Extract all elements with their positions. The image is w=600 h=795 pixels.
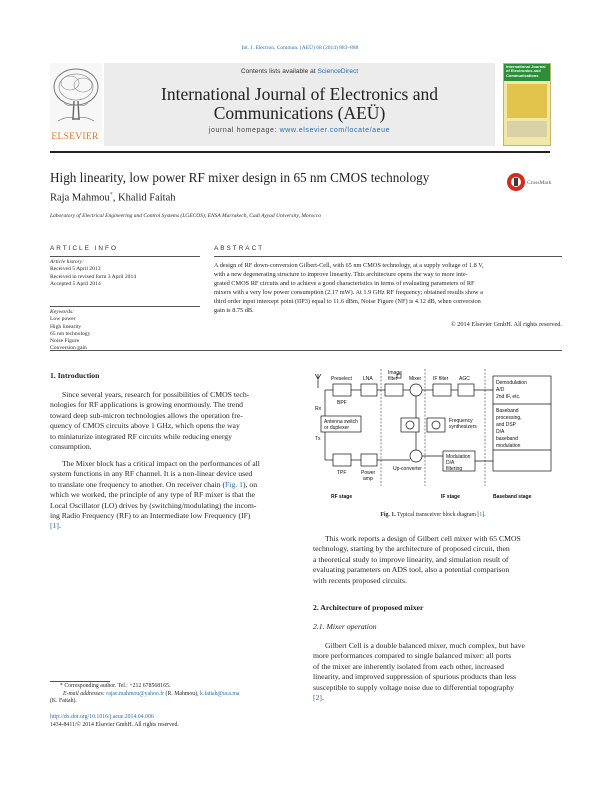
body-line: a theoretical study to improve linearity, and simulation result of: [313, 554, 509, 564]
body-line: with recents proposed circuits.: [313, 575, 407, 585]
svg-text:Preselect: Preselect: [331, 376, 352, 382]
oscillator-1-box: [401, 418, 419, 432]
svg-text:2nd IF, etc.: 2nd IF, etc.: [496, 394, 521, 400]
svg-text:amp: amp: [363, 476, 373, 482]
figure-1-caption: [313, 512, 553, 518]
corresponding-author-note: * Corresponding author. Tel.: +212 678568165.: [60, 683, 171, 689]
intro-line: system functions in any RF channel. It is a non-linear device used: [50, 469, 253, 479]
preselect-bpf-box: [333, 384, 351, 396]
revised-date: Received in revised form 3 April 2014: [50, 273, 137, 280]
body-line: more performances compared to single balanced mixer: all ports: [313, 651, 512, 661]
article-info-heading: ARTICLE INFO: [50, 245, 118, 252]
right-paragraph-1: [313, 534, 563, 586]
agc-box: [458, 384, 474, 396]
crossmark-label: CrossMark: [527, 180, 552, 186]
subsection-heading-mixer-operation: 2.1. Mixer operation: [313, 622, 377, 631]
email-label: E-mail addresses:: [63, 690, 107, 697]
elsevier-wordmark: ELSEVIER: [51, 132, 99, 142]
intro-paragraph-1-cont: [50, 400, 298, 452]
antenna-icon: [315, 374, 321, 388]
caption-text: Typical transceiver block diagram [: [395, 512, 480, 518]
cover-art: [507, 84, 547, 118]
image-filter-box: [385, 384, 403, 396]
if-filter-box: [433, 384, 451, 396]
abstract-heading: ABSTRACT: [214, 245, 265, 252]
svg-text:IF filter: IF filter: [433, 376, 449, 382]
header-rule: [50, 151, 550, 153]
email-line: [50, 691, 300, 699]
svg-text:D/A: D/A: [496, 429, 505, 435]
svg-text:processing,: processing,: [496, 415, 522, 421]
keyword: Low power: [50, 316, 76, 323]
abstract-line: with a new degenerating structure to improve linearity. This architecture opens the way to more inte-: [214, 270, 468, 278]
keywords-label: Keywords:: [50, 309, 75, 315]
intro-line: consumption.: [50, 442, 92, 452]
footnote-rule: [50, 681, 110, 682]
doi-block: [50, 714, 300, 729]
ref-1-link[interactable]: [1]: [50, 521, 59, 531]
email-owner: (R. Mahmou),: [164, 690, 200, 697]
svg-text:Rx: Rx: [315, 406, 322, 412]
doi-link[interactable]: http://dx.doi.org/10.1016/j.aeue.2014.04.006: [50, 714, 154, 720]
intro-line: Since several years, research for possibilities of CMOS tech-: [62, 390, 250, 399]
svg-text:TPF: TPF: [337, 470, 347, 476]
text-span: to translate one frequency to another. On receiver chain (: [50, 479, 226, 489]
keywords-rule: [50, 306, 200, 307]
tpf-box: [333, 454, 351, 466]
elsevier-tree-logo: [50, 63, 102, 133]
svg-text:Tx: Tx: [315, 436, 321, 442]
abstract-line: gain is 8.75 dB.: [214, 306, 254, 314]
svg-text:Up-converter: Up-converter: [393, 466, 422, 472]
svg-text:Power: Power: [361, 470, 376, 476]
svg-text:synthesizers: synthesizers: [449, 424, 477, 430]
body-line: technology, starting by the architecture of proposed circuit, then: [313, 544, 510, 554]
caption-label: Fig. 1.: [380, 512, 396, 518]
intro-line: [50, 521, 298, 531]
intro-line: quency of CMOS circuits above 1 GHz, which opens the way: [50, 421, 240, 431]
author-separator: ,: [112, 192, 119, 204]
text-span: .: [321, 693, 324, 703]
cover-footer: [507, 121, 547, 137]
cover-title: International Journal of Electronics and Communications: [504, 64, 550, 81]
footnotes: [50, 683, 300, 706]
author-name: Raja Mahmou: [50, 192, 110, 204]
abstract-line: third order input intercept point (IIP3) equal to 11.6 dBm, Noise Figure (NF) is 4.12 dB, when conversion: [214, 297, 481, 305]
body-line: susceptible to supply voltage noise due to differential topography: [313, 682, 514, 692]
lna-box: [361, 384, 377, 396]
issn-line: 1434-8411/© 2014 Elsevier GmbH. All rights reserved.: [50, 721, 179, 728]
abstract-line: grated CMOS RF circuits and to achieve a good characteristics in terms of evaluating parameters of RF: [214, 279, 475, 287]
history-label: Article history:: [50, 259, 85, 265]
journal-title: [104, 85, 495, 123]
body-line: linearity, and improved suppression of spurious products than less: [313, 672, 516, 682]
svg-text:Image: Image: [388, 370, 402, 376]
abstract-body: [214, 262, 562, 330]
keywords-list: [50, 309, 200, 353]
svg-text:Baseband: Baseband: [496, 408, 519, 414]
svg-text:Antenna switch: Antenna switch: [324, 419, 358, 425]
svg-text:BPF: BPF: [337, 400, 347, 406]
contents-line: [104, 68, 495, 75]
body-line: [313, 693, 563, 703]
figure-1-block-diagram: [313, 366, 553, 506]
crossmark-badge[interactable]: [506, 169, 552, 195]
article-info-rule: [50, 256, 200, 257]
abstract-rule: [214, 256, 562, 257]
svg-text:RF stage: RF stage: [331, 494, 353, 500]
svg-text:filter: filter: [388, 376, 398, 382]
journal-homepage: [104, 127, 495, 134]
received-date: Received 5 April 2013: [50, 266, 101, 273]
sciencedirect-link[interactable]: ScienceDirect: [317, 68, 359, 75]
abstract-copyright: © 2014 Elsevier GmbH. All rights reserved.: [450, 321, 562, 329]
svg-text:baseband: baseband: [496, 436, 518, 442]
paper-title: High linearity, low power RF mixer design in 65 nm CMOS technology: [50, 170, 430, 185]
contents-prefix: Contents lists available at: [240, 68, 318, 75]
text-span: .: [58, 521, 61, 531]
svg-text:Demodulation: Demodulation: [496, 380, 527, 386]
text-span: ), on: [242, 479, 258, 489]
svg-text:filtering: filtering: [446, 466, 463, 472]
intro-line: Local Oscillator (LO) drives by (switching/modulating) the incom-: [50, 500, 257, 510]
homepage-label: journal homepage:: [208, 127, 280, 134]
journal-title-line2: Communications (AEÜ): [213, 103, 386, 123]
keyword: 65 nm technology: [50, 330, 91, 337]
email-owner: (K. Faitah).: [50, 698, 77, 705]
fig1-link[interactable]: Fig. 1: [225, 479, 243, 489]
section-heading-introduction: 1. Introduction: [50, 371, 100, 380]
homepage-link[interactable]: www.elsevier.com/locate/aeue: [279, 127, 391, 134]
intro-line: The Mixer block has a critical impact on the performances of all: [62, 459, 260, 468]
journal-title-line1: International Journal of Electronics and: [161, 84, 438, 104]
svg-text:and DSP: and DSP: [496, 422, 517, 428]
abstract-line: mixers with a very low power consumption (2.17 mW). At 1.9 GHz RF frequency; obtained results show a: [214, 288, 483, 296]
upconverter-symbol: [410, 450, 422, 462]
email-link[interactable]: rajae.mahmou@yahoo.fr: [106, 690, 165, 697]
svg-text:D/A: D/A: [446, 460, 455, 466]
journal-cover-thumbnail[interactable]: [503, 63, 551, 146]
mixer-symbol: [410, 384, 422, 396]
author-name: Khalid Faitah: [118, 192, 176, 204]
intro-line: to miniaturize integrated RF circuits while reducing energy: [50, 431, 232, 441]
journal-reference[interactable]: Int. J. Electron. Commun. (AEÜ) 68 (2014) 883–888: [241, 45, 359, 51]
svg-text:or duplexer: or duplexer: [324, 425, 350, 431]
intro-paragraph-2: [50, 459, 298, 532]
intro-paragraph-1: [50, 390, 298, 400]
intro-line: toward deep sub-micron technologies allows the operation fre-: [50, 410, 243, 420]
svg-text:LNA: LNA: [363, 376, 373, 382]
power-amp-box: [361, 454, 377, 466]
ref-2-link[interactable]: [2]: [313, 693, 322, 703]
email-link[interactable]: k.faitah@uca.ma: [199, 690, 240, 697]
caption-end: ].: [482, 512, 486, 518]
body-line: Gilbert Cell is a double balanced mixer, much complex, but have: [325, 641, 525, 650]
abstract-line: A design of RF down-conversion Gilbert-Cell, with 65 nm CMOS technology, at a supply voltage of 1.8 V,: [214, 262, 484, 269]
right-paragraph-2: [313, 641, 563, 703]
abstract-bottom-rule: [50, 350, 562, 351]
intro-line: which we worked, the principle of any type of RF mixer is that the: [50, 490, 255, 500]
caption-ref-link[interactable]: 1: [479, 512, 483, 518]
svg-text:Modulation: Modulation: [446, 454, 471, 460]
intro-line: nologies for RF applications is growing enormously. The trend: [50, 400, 244, 410]
body-line: This work reports a design of Gilbert cell mixer with 65 CMOS: [325, 534, 521, 543]
oscillator-2-box: [427, 418, 445, 432]
section-heading-architecture: 2. Architecture of proposed mixer: [313, 603, 424, 612]
author-list: [50, 192, 175, 204]
body-line: of the mixer are inherently isolated from each other, increased: [313, 661, 504, 671]
body-line: evaluating parameters on ADS tool, also a potential comparison: [313, 565, 510, 575]
svg-text:modulation: modulation: [496, 443, 521, 449]
affiliation: Laboratory of Electrical Engineering and Control Systems (LGECOS), ENSA Marrakech, Cadi Ayyad University, Morocco: [50, 213, 321, 219]
intro-line: [50, 480, 298, 490]
keyword: Noise Figure: [50, 338, 80, 345]
svg-text:IF stage: IF stage: [441, 494, 460, 500]
svg-text:Mixer: Mixer: [409, 376, 422, 382]
svg-text:A/D: A/D: [496, 387, 505, 393]
svg-text:AGC: AGC: [459, 376, 470, 382]
svg-text:Frequency: Frequency: [449, 418, 473, 424]
keyword: High linearity: [50, 323, 82, 330]
keyword: Conversion gain: [50, 345, 87, 352]
svg-text:Baseband stage: Baseband stage: [493, 494, 532, 500]
corresponding-author-mark[interactable]: *: [109, 192, 113, 198]
accepted-date: Accepted 5 April 2014: [50, 280, 101, 287]
intro-line: ing Radio Frequency (RF) to an Intermediate low Frequency (IF): [50, 511, 251, 521]
article-history: [50, 259, 200, 288]
